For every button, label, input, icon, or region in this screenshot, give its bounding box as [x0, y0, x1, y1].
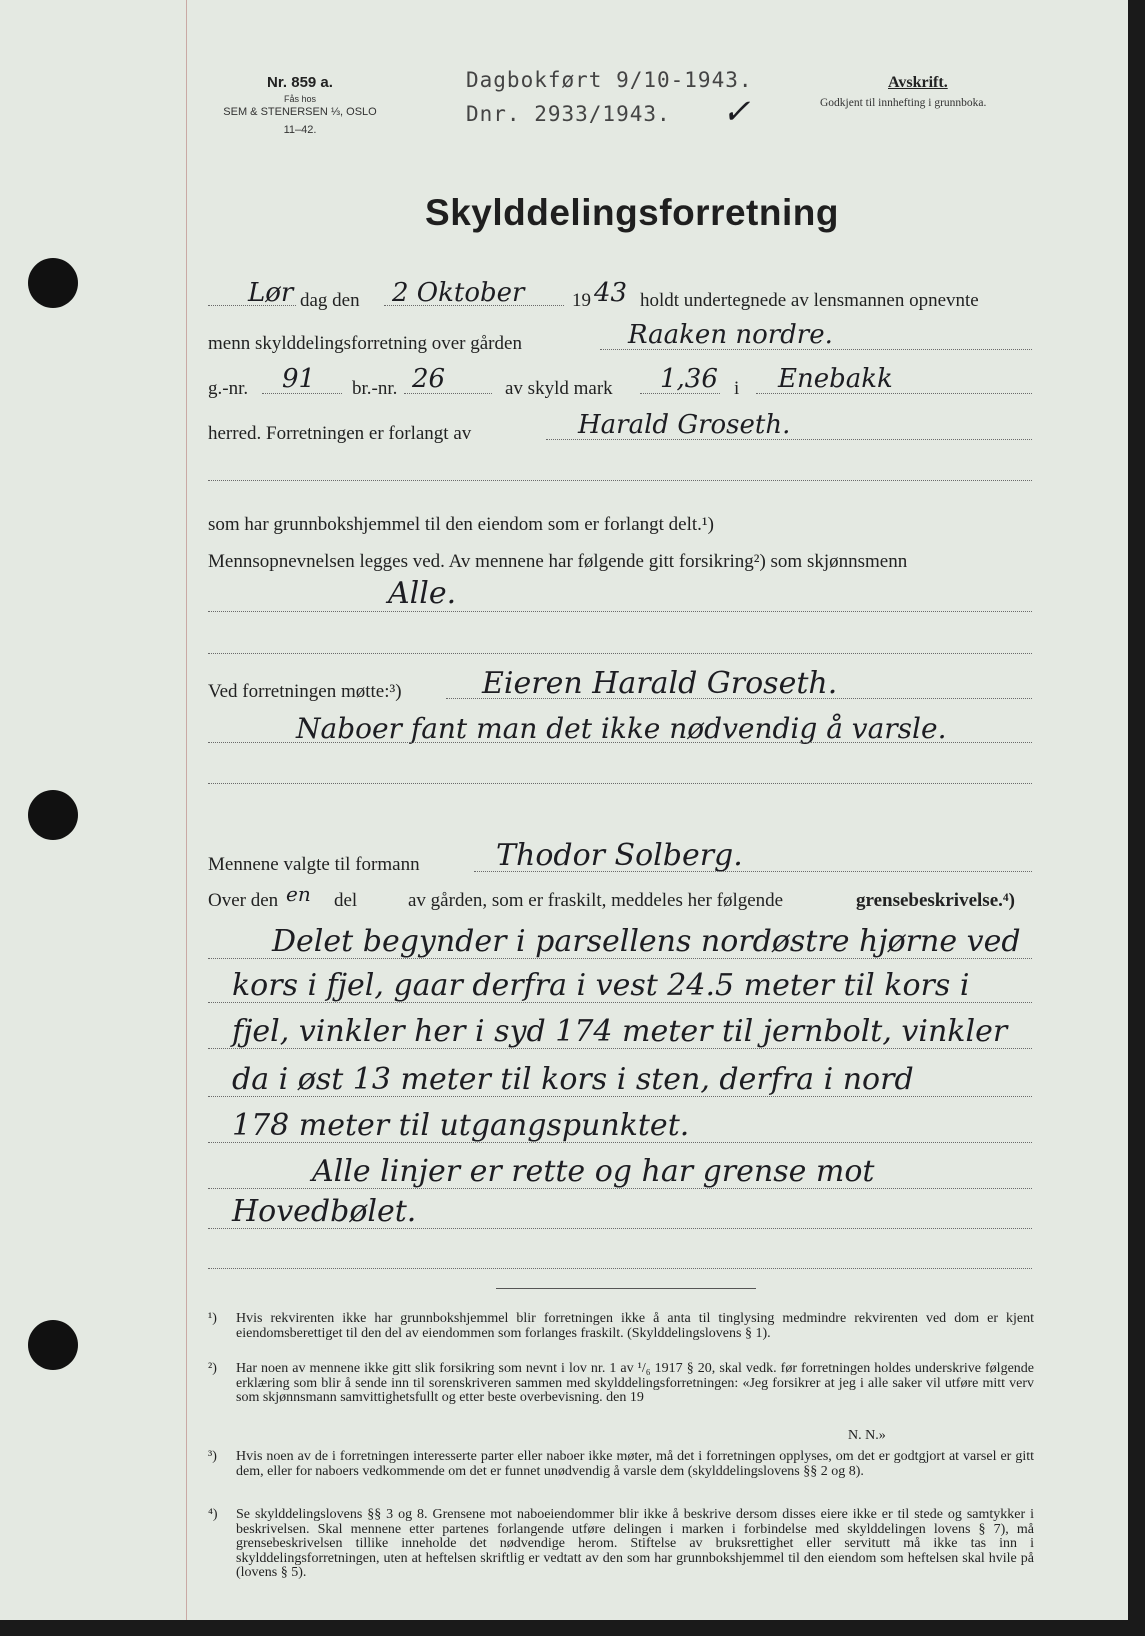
footnote-signature: N. N.»: [848, 1428, 886, 1443]
printer-line: 11–42.: [283, 124, 317, 136]
fill-line: [384, 305, 564, 306]
copy-note: Godkjent til innhefting i grunnboka.: [820, 97, 987, 109]
label-grensebeskrivelse: grensebeskrivelse.⁴): [856, 890, 1015, 911]
copy-label: Avskrift.: [888, 74, 948, 91]
fill-line: [208, 1002, 1032, 1003]
fill-line: [208, 1228, 1032, 1229]
punch-hole: [28, 790, 78, 840]
fill-line: [208, 1188, 1032, 1189]
footnote-number: ⁴): [208, 1507, 218, 1522]
label-menn: menn skylddelingsforretning over gården: [208, 333, 522, 354]
label-holdt: holdt undertegnede av lensmannen opnevnte: [640, 290, 979, 311]
handwritten-formann: Thodor Solberg.: [496, 838, 743, 873]
handwritten-bnr: 26: [412, 364, 446, 394]
fill-line: [446, 698, 1032, 699]
footnote: [208, 1508, 1034, 1581]
footnote-text: Se skylddelingslovens §§ 3 og 8. Grensene mot naboeiendommer blir ikke å beskrive dersom disses eiere ikke er til stede og samtykker i beskrivelsen. Skal mennene etter partenes forlangende utføre delingen i marken i forbindelse med skylddelingen lovens § 7), må grensebeskrivelsen tillike inneholde det nødvendige herom. Stiftelse av bruksrettighet eller servitutt må ikke tas inn i skylddelingsforretningen, uten at heftelsen skriftlig er vedtatt av den som har grunnbokshjemmel til den eiendom som heftelsen skal hvile på (lovens § 5).: [236, 1507, 1034, 1581]
label-ved-forretningen: Ved forretningen møtte:³): [208, 681, 402, 702]
label-year: 19: [572, 290, 591, 311]
fill-line: [208, 653, 1032, 654]
boundary-line: Hovedbølet.: [232, 1194, 417, 1229]
handwritten-herred: Enebakk: [778, 364, 893, 394]
footnote-text: Hvis noen av de i forretningen interesserte parter eller naboer ikke møter, må det i forretningen opplyses, om det er godtgjort at varsel er gitt dem, eller for naboers vedkommende om det er funnet unødvendig å varsle dem (skylddelingslovens §§ 2 og 8).: [236, 1449, 1034, 1479]
footnote-number: ³): [208, 1449, 217, 1464]
fill-line: [208, 1096, 1032, 1097]
fill-line: [404, 393, 492, 394]
label-bnr: br.-nr.: [352, 378, 398, 399]
fill-line: [262, 393, 342, 394]
handwritten-requester: Harald Groseth.: [578, 410, 791, 440]
label-del: del: [334, 890, 358, 911]
handwritten-year: 43: [594, 278, 628, 308]
handwritten-over-den: en: [286, 882, 311, 906]
handwritten-alle: Alle.: [388, 576, 457, 611]
label-av-garden: av gården, som er fraskilt, meddeles her følgende: [408, 890, 784, 911]
registration-stamp: Dagbokført 9/10-1943.: [466, 68, 753, 92]
footnote-number: ¹): [208, 1311, 217, 1326]
footnote: [208, 1450, 1034, 1479]
fill-line: [208, 305, 296, 306]
label-mennene-formann: Mennene valgte til formann: [208, 854, 420, 875]
margin-rule: [186, 0, 187, 1620]
printer-line: Fås hos: [283, 94, 316, 104]
fill-line: [208, 783, 1032, 784]
handwritten-naboer: Naboer fant man det ikke nødvendig å varsle.: [296, 712, 947, 745]
printer-line: SEM & STENERSEN ⅓, OSLO: [223, 106, 377, 118]
handwritten-day: Lør: [248, 278, 294, 308]
fill-line: [640, 393, 720, 394]
handwritten-skyld: 1,36: [660, 364, 718, 394]
boundary-line: fjel, vinkler her i syd 174 meter til jernbolt, vinkler: [232, 1014, 1008, 1049]
handwritten-attendee: Eieren Harald Groseth.: [482, 666, 838, 701]
boundary-line: da i øst 13 meter til kors i sten, derfra i nord: [232, 1062, 914, 1097]
boundary-line: Delet begynder i parsellens nordøstre hjørne ved: [272, 924, 1021, 959]
fill-line: [756, 393, 1032, 394]
scan-border: [0, 1620, 1145, 1636]
fill-line: [208, 742, 1032, 743]
fill-line: [546, 439, 1032, 440]
fill-line: [208, 1142, 1032, 1143]
scan-border: [1128, 0, 1145, 1636]
boundary-line: kors i fjel, gaar derfra i vest 24.5 meter til kors i: [232, 968, 970, 1003]
check-mark: ✓: [722, 92, 751, 132]
label-som-har: som har grunnbokshjemmel til den eiendom som er forlangt delt.¹): [208, 514, 714, 535]
label-gnr: g.-nr.: [208, 378, 249, 399]
fill-line: [600, 349, 1032, 350]
fill-line: [208, 1048, 1032, 1049]
fill-line: [208, 480, 1032, 481]
footnote: [208, 1362, 1034, 1406]
form-number: Nr. 859 a.: [267, 74, 333, 91]
fill-line: [208, 958, 1032, 959]
label-mennsop: Mennsopnevnelsen legges ved. Av mennene har følgende gitt forsikring²) som skjønnsmenn: [208, 551, 908, 572]
label-dag-den: dag den: [300, 290, 360, 311]
footnote-text: Hvis rekvirenten ikke har grunnbokshjemmel blir forretningen ikke å anta til tinglysing medmindre rekvirenten ved dom er kjent eiendomsberettiget til den del av eiendommen som forlanges fraskilt. (Skylddelingslovens § 1).: [236, 1311, 1034, 1341]
document-title: Skylddelingsforretning: [425, 192, 839, 233]
footnote: [208, 1312, 1034, 1341]
boundary-line: Alle linjer er rette og har grense mot: [312, 1154, 875, 1189]
handwritten-farm: Raaken nordre.: [628, 320, 833, 350]
label-i: i: [734, 378, 740, 399]
label-over-den: Over den: [208, 890, 279, 911]
fill-line: [474, 871, 1032, 872]
punch-hole: [28, 258, 78, 308]
punch-hole: [28, 1320, 78, 1370]
handwritten-date: 2 Oktober: [392, 278, 525, 308]
label-herred: herred. Forretningen er forlangt av: [208, 423, 472, 444]
footnote-text: Har noen av mennene ikke gitt slik forsikring som nevnt i lov nr. 1 av ¹/₆ 1917 § 20, skal vedk. før forretningen holdes underskrive følgende erklæring som blir å sende inn til sorenskriveren sammen med skylddelingsforretningen: «Jeg forsikrer at jeg i alle saker vil utføre mitt verv som skjønnsmann samvittighetsfullt og etter beste overbevisning. den 19: [236, 1361, 1034, 1406]
label-skyld: av skyld mark: [505, 378, 613, 399]
footnote-number: ²): [208, 1361, 217, 1376]
handwritten-gnr: 91: [282, 364, 316, 394]
footnote-divider: [496, 1288, 756, 1289]
boundary-line: 178 meter til utgangspunktet.: [232, 1108, 690, 1143]
registration-number: Dnr. 2933/1943.: [466, 102, 671, 126]
fill-line: [208, 1268, 1032, 1269]
fill-line: [208, 611, 1032, 612]
